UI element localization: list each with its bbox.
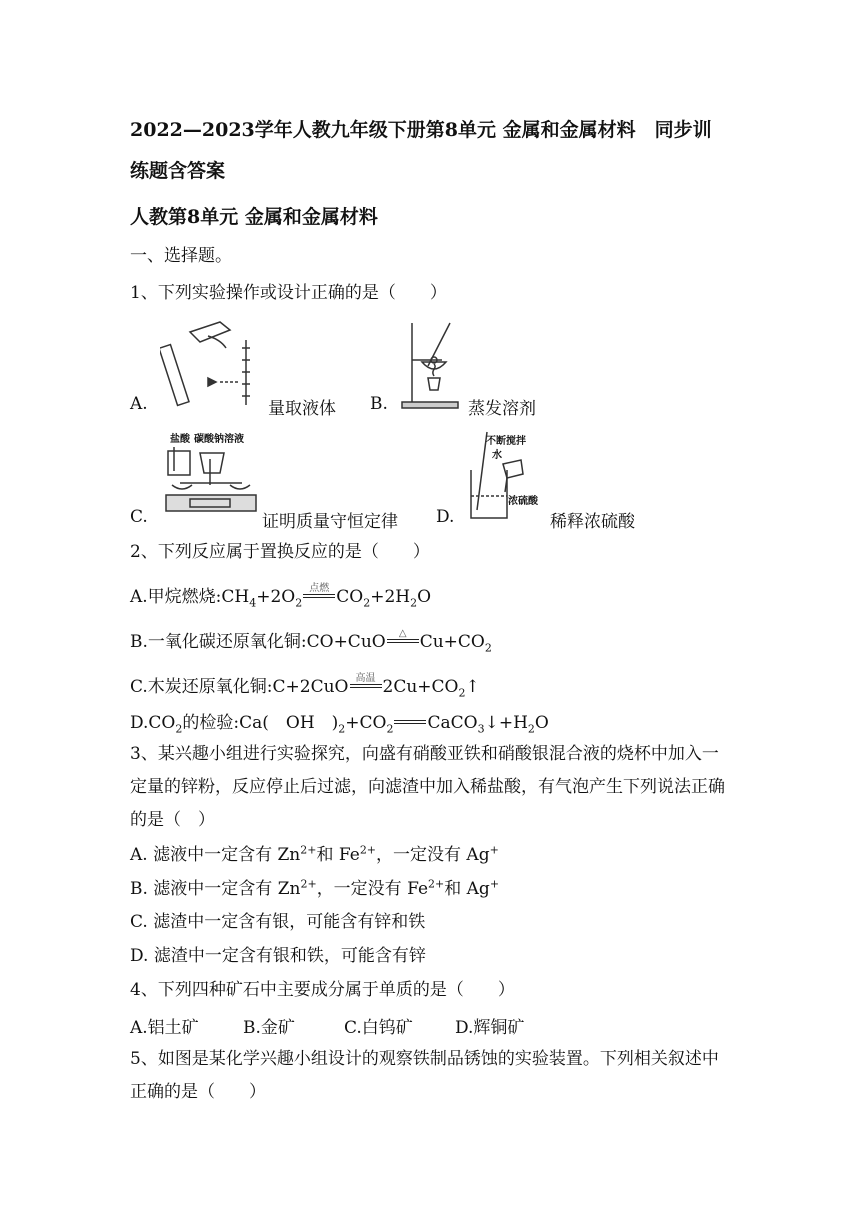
question-1-stem: 1、下列实验操作或设计正确的是（ ） bbox=[130, 283, 447, 303]
q1-option-b-text: 蒸发溶剂 bbox=[468, 399, 536, 419]
q2-d-sub-3: 3 bbox=[477, 722, 485, 736]
q3-b-part1: B. 滤液中一定含有 Zn bbox=[130, 879, 301, 899]
q3-a-part3: ，一定没有 Ag bbox=[376, 845, 490, 865]
q2-c-prefix: C.木炭还原氧化铜:C+2CuO bbox=[130, 677, 349, 697]
q2-c-arrow: ↑ bbox=[465, 677, 480, 697]
q1-option-c-text: 证明质量守恒定律 bbox=[262, 512, 398, 532]
unit-subtitle: 人教第8单元 金属和金属材料 bbox=[130, 206, 378, 228]
q2-a-sub-2: 2 bbox=[295, 596, 303, 610]
q2-option-a bbox=[130, 584, 431, 608]
q3-a-part1: A. 滤液中一定含有 Zn bbox=[130, 845, 301, 865]
q3-b-sup-zn: 2+ bbox=[300, 877, 317, 891]
q2-a-right: CO bbox=[336, 587, 364, 607]
q2-a-sub-2b: 2 bbox=[363, 596, 371, 610]
fig-c-label-hcl: 盐酸 bbox=[170, 434, 190, 445]
document-title-line-1: 2022—2023学年人教九年级下册第8单元 金属和金属材料 同步训 bbox=[130, 119, 712, 141]
q2-d-condition bbox=[393, 710, 427, 730]
q2-a-condition bbox=[302, 584, 336, 604]
q3-a-sup-fe: 2+ bbox=[359, 843, 377, 857]
q4-option-b: B.金矿 bbox=[243, 1018, 295, 1038]
question-5-stem-line-1: 5、如图是某化学兴趣小组设计的观察铁制品锈蚀的实验装置。下列相关叙述中 bbox=[130, 1049, 719, 1069]
q1-option-b-letter: B. bbox=[370, 394, 388, 414]
q2-c-condition-text: 高温 bbox=[355, 673, 376, 684]
q3-a-part2: 和 Fe bbox=[316, 845, 360, 865]
q1-option-a-text: 量取液体 bbox=[268, 399, 336, 419]
q3-b-part3: 和 Ag bbox=[444, 879, 490, 899]
figure-balance bbox=[160, 445, 260, 520]
question-5-stem-line-2: 正确的是（ ） bbox=[130, 1082, 266, 1102]
q2-b-sub-2: 2 bbox=[484, 641, 492, 655]
q2-a-mid: +2O bbox=[256, 587, 296, 607]
question-2-stem: 2、下列反应属于置换反应的是（ ） bbox=[130, 542, 430, 562]
q3-option-a bbox=[130, 844, 499, 866]
q2-c-sub-2: 2 bbox=[458, 686, 466, 700]
q2-d-sub-2: 2 bbox=[175, 722, 183, 736]
q4-option-a: A.铝土矿 bbox=[130, 1018, 199, 1038]
q2-a-end: O bbox=[417, 587, 432, 607]
q2-b-right: Cu+CO bbox=[419, 632, 485, 652]
q2-a-condition-text: 点燃 bbox=[309, 583, 330, 594]
q1-option-d-text: 稀释浓硫酸 bbox=[550, 512, 635, 532]
fig-d-label-water: 水 bbox=[492, 450, 502, 461]
q2-c-condition bbox=[349, 674, 383, 694]
q2-a-sub-4: 4 bbox=[249, 596, 257, 610]
q2-d-sub-2c: 2 bbox=[386, 722, 394, 736]
q1-option-a-letter: A. bbox=[130, 394, 148, 414]
q3-a-sup-zn: 2+ bbox=[300, 843, 317, 857]
q2-d-right: CaCO bbox=[427, 713, 478, 733]
q2-option-d bbox=[130, 710, 549, 734]
q3-option-c: C. 滤渣中一定含有银，可能含有锌和铁 bbox=[130, 912, 426, 932]
q2-a-prefix: A.甲烷燃烧:CH bbox=[130, 587, 250, 607]
fig-d-label-stir: 不断搅拌 bbox=[486, 436, 526, 447]
q2-d-mid: 的检验:Ca( OH ) bbox=[182, 713, 339, 733]
q2-option-b bbox=[130, 629, 492, 653]
q3-b-sup-fe: 2+ bbox=[428, 877, 445, 891]
q3-b-sup-ag: + bbox=[489, 877, 500, 891]
q2-d-plus: +CO bbox=[345, 713, 387, 733]
q2-b-condition bbox=[386, 629, 420, 649]
q2-d-arrow: ↓ bbox=[484, 713, 499, 733]
q2-b-condition-text: △ bbox=[398, 628, 407, 639]
question-3-stem-line-2: 定量的锌粉，反应停止后过滤，向滤渣中加入稀盐酸，有气泡产生下列说法正确 bbox=[130, 777, 725, 797]
q2-d-end: O bbox=[534, 713, 549, 733]
q2-c-right: 2Cu+CO bbox=[382, 677, 459, 697]
fig-d-label-acid: 浓硫酸 bbox=[508, 496, 538, 507]
question-3-stem-line-1: 3、某兴趣小组进行实验探究，向盛有硝酸亚铁和硝酸银混合液的烧杯中加入一 bbox=[130, 744, 719, 764]
figure-measuring-liquid bbox=[160, 320, 265, 410]
q2-d-prefix: D.CO bbox=[130, 713, 176, 733]
q2-option-c bbox=[130, 674, 480, 698]
figure-evaporation bbox=[398, 318, 463, 410]
q2-d-tail: +H bbox=[498, 713, 528, 733]
section-heading: 一、选择题。 bbox=[130, 246, 232, 266]
q3-option-b bbox=[130, 878, 499, 900]
q2-a-sub-2c: 2 bbox=[410, 596, 418, 610]
q2-a-tail: +2H bbox=[370, 587, 411, 607]
q4-option-c: C.白钨矿 bbox=[344, 1018, 413, 1038]
q1-option-c-letter: C. bbox=[130, 507, 148, 527]
question-4-stem: 4、下列四种矿石中主要成分属于单质的是（ ） bbox=[130, 980, 515, 1000]
q1-option-d-letter: D. bbox=[436, 507, 455, 527]
document-title-line-2: 练题含答案 bbox=[130, 160, 226, 182]
question-3-stem-line-3: 的是（ ） bbox=[130, 810, 215, 830]
q2-d-sub-2d: 2 bbox=[527, 722, 535, 736]
q2-d-sub-2b: 2 bbox=[338, 722, 346, 736]
q4-option-d: D.辉铜矿 bbox=[455, 1018, 525, 1038]
q3-a-sup-ag: + bbox=[489, 843, 499, 857]
q3-option-d: D. 滤渣中一定含有银和铁，可能含有锌 bbox=[130, 946, 426, 966]
fig-c-label-na2co3: 碳酸钠溶液 bbox=[194, 434, 244, 445]
q2-b-prefix: B.一氧化碳还原氧化铜:CO+CuO bbox=[130, 632, 386, 652]
q3-b-part2: ，一定没有 Fe bbox=[316, 879, 429, 899]
